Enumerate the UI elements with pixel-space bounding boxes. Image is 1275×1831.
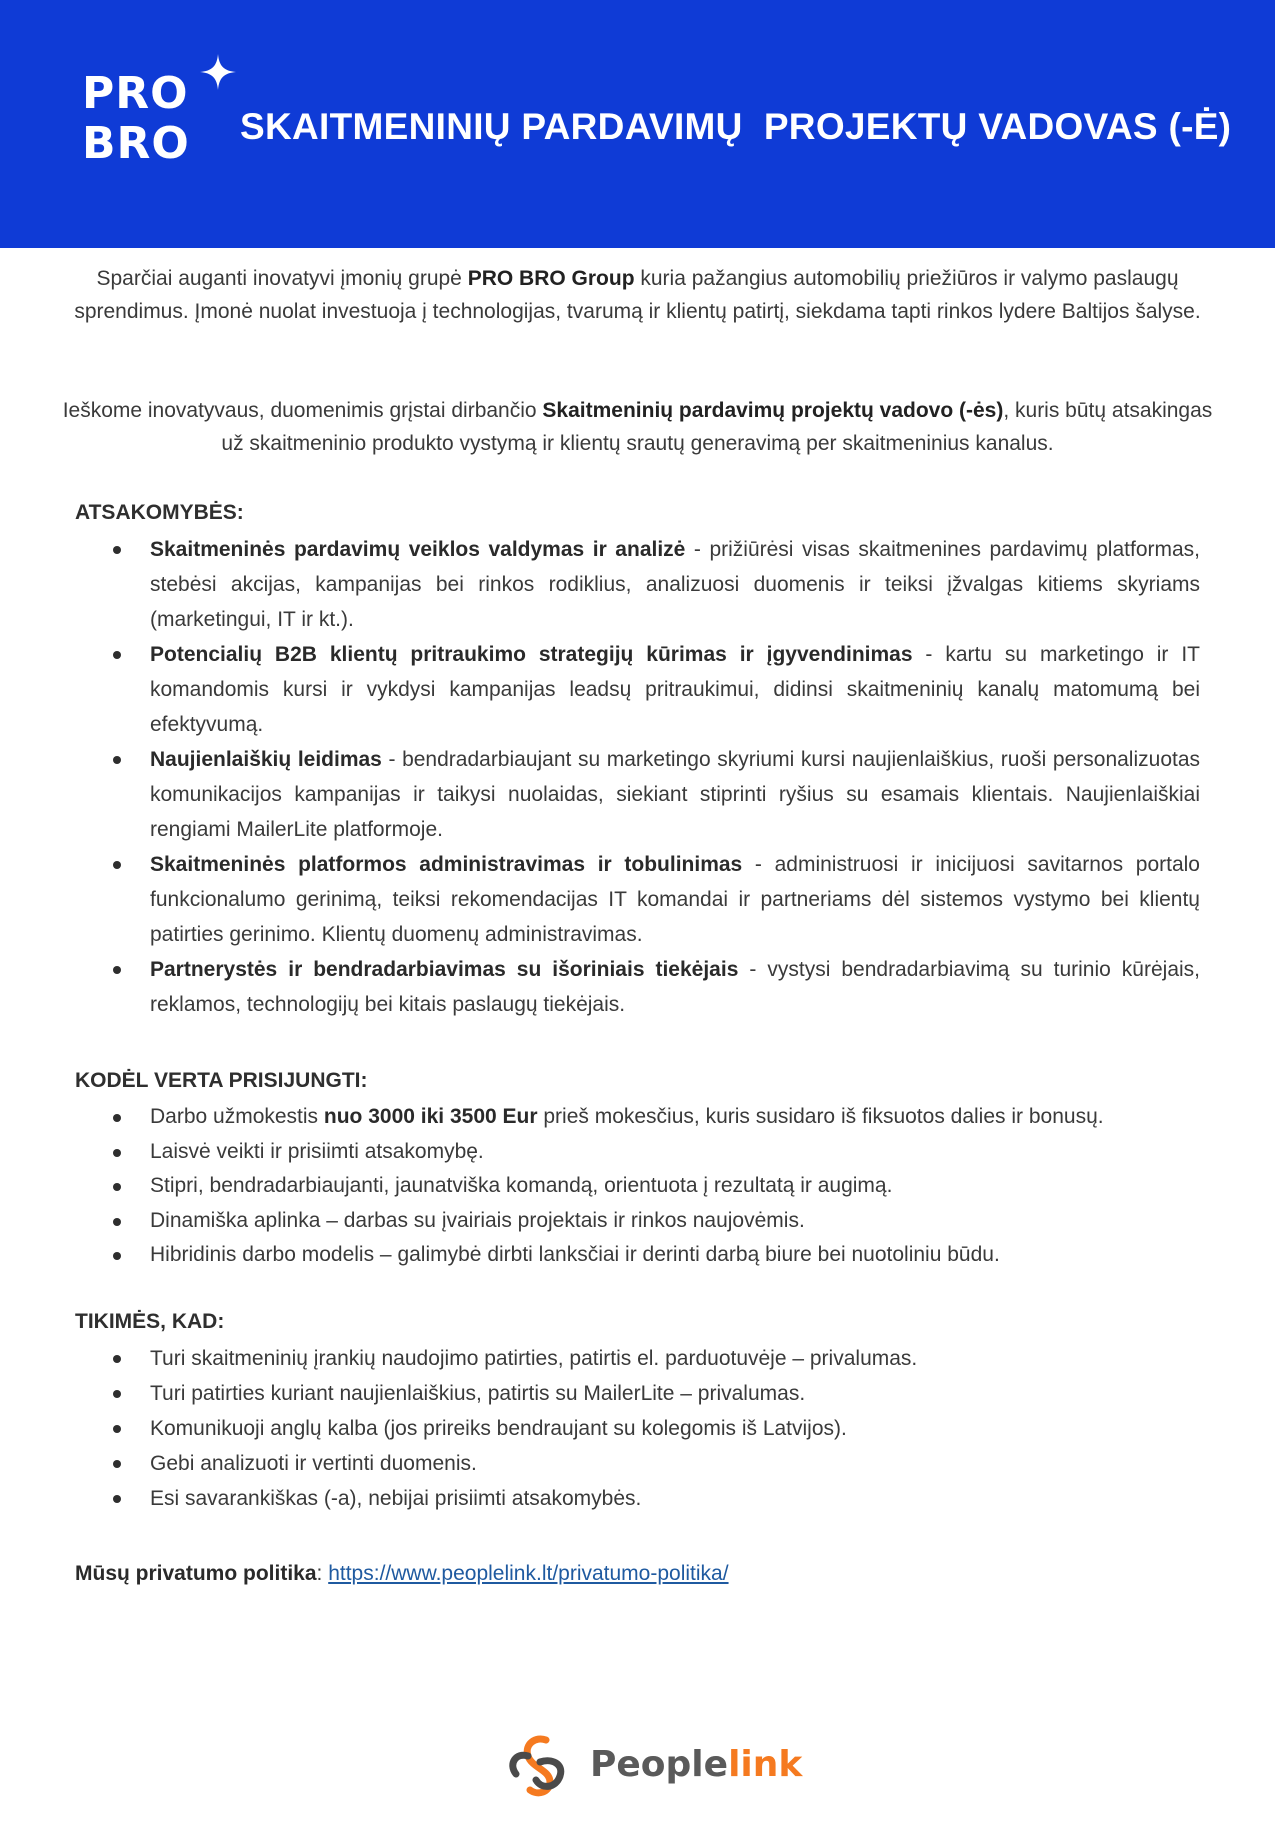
privacy-separator: : — [316, 1562, 329, 1585]
item-title: Potencialių B2B klientų pritraukimo strategijų kūrimas ir įgyvendinimas — [150, 643, 913, 666]
job-title: SKAITMENINIŲ PARDAVIMŲ PROJEKTŲ VADOVAS (-Ė) — [240, 106, 1232, 147]
item-title: Naujienlaiškių leidimas — [150, 748, 382, 771]
intro-paragraph-role — [60, 394, 1215, 460]
wordmark-part: People — [590, 1744, 729, 1785]
intro-text: Sparčiai auganti inovatyvi įmonių grupė — [96, 267, 468, 290]
role-name: Skaitmeninių pardavimų projektų vadovo (-ės) — [542, 399, 1004, 422]
peoplelink-knot-icon — [506, 1734, 572, 1798]
privacy-policy-link[interactable]: https://www.peoplelink.lt/privatumo-politika/ — [328, 1562, 729, 1585]
why-join-section — [75, 1064, 1200, 1273]
item-text: - kartu su marketingo ir IT komandomis kursi ir vykdysi kampanijas leadsų pritraukimui, didinsi skaitmeninių kanalų matomumą bei efektyvumą. — [150, 643, 1200, 736]
privacy-policy — [75, 1557, 729, 1590]
logo-line-pro: PRO — [82, 68, 189, 119]
intro-paragraph-company — [60, 262, 1215, 328]
peoplelink-logo — [506, 1734, 803, 1798]
header-banner — [0, 0, 1275, 248]
item-text: - administruosi ir inicijuosi savitarnos portalo funkcionalumo gerinimą, teiksi rekomendacijas IT komandai ir partneriams dėl sistemos vystymo bei klientų patirties gerinimo. Klientų duomenų administravimas. — [150, 853, 1200, 946]
list-item: Stipri, bendradarbiaujanti, jaunatviška komandą, orientuota į rezultatą ir augimą. — [75, 1169, 1200, 1204]
intro-text: , kuris būtų atsakingas už skaitmeninio produkto vystymą ir klientų srautų generavimą per skaitmeninius kanalus. — [221, 399, 1213, 455]
list-item-salary — [75, 1100, 1200, 1135]
peoplelink-wordmark — [590, 1744, 802, 1785]
item-text: prieš mokesčius, kuris susidaro iš fiksuotos dalies ir bonusų. — [537, 1105, 1104, 1128]
expectations-section — [75, 1305, 1200, 1516]
list-item: Dinamiška aplinka – darbas su įvairiais projektais ir rinkos naujovėmis. — [75, 1204, 1200, 1239]
item-text: - prižiūrėsi visas skaitmenines pardavimų platformas, stebėsi akcijas, kampanijas bei rinkos rodiklius, analizuosi duomenis ir teiksi įžvalgas kitiems skyriams (marketingui, IT ir kt.). — [150, 538, 1200, 631]
list-item: Esi savarankiškas (-a), nebijai prisiimti atsakomybės. — [75, 1481, 1200, 1516]
responsibilities-section — [75, 496, 1200, 1022]
list-item — [75, 742, 1200, 847]
list-item: Gebi analizuoti ir vertinti duomenis. — [75, 1446, 1200, 1481]
expectations-list — [75, 1341, 1200, 1516]
sparkle-icon — [200, 54, 236, 90]
list-item — [75, 637, 1200, 742]
list-item — [75, 532, 1200, 637]
item-title: Skaitmeninės pardavimų veiklos valdymas ir analizė — [150, 538, 686, 561]
list-item: Laisvė veikti ir prisiimti atsakomybę. — [75, 1135, 1200, 1170]
benefits-list — [75, 1100, 1200, 1273]
item-title: Skaitmeninės platformos administravimas ir tobulinimas — [150, 853, 743, 876]
item-text: - bendradarbiaujant su marketingo skyriumi kursi naujienlaiškius, ruoši personalizuotas komunikacijos kampanijas ir taikysi nuolaidas, siekiant stiprinti ryšius su esamais klientais. Naujienlaiškiai rengiami MailerLite platformoje. — [150, 748, 1201, 841]
salary-range: nuo 3000 iki 3500 Eur — [323, 1105, 538, 1128]
list-item: Komunikuoji anglų kalba (jos prireiks bendraujant su kolegomis iš Latvijos). — [75, 1411, 1200, 1446]
section-heading: ATSAKOMYBĖS: — [75, 501, 244, 524]
item-title: Partnerystės ir bendradarbiavimas su išoriniais tiekėjais — [150, 958, 739, 981]
list-item: Turi patirties kuriant naujienlaiškius, patirtis su MailerLite – privalumas. — [75, 1376, 1200, 1411]
privacy-label: Mūsų privatumo politika — [75, 1562, 317, 1585]
wordmark-accent: link — [728, 1744, 803, 1785]
item-text: Darbo užmokestis — [150, 1105, 324, 1128]
intro-text: kuria pažangius automobilių priežiūros ir valymo paslaugų sprendimus. Įmonė nuolat investuoja į technologijas, tvarumą ir klientų patirtį, siekdama tapti rinkos lydere Baltijos šalyse. — [74, 267, 1201, 323]
item-text: - vystysi bendradarbiavimą su turinio kūrėjais, reklamos, technologijų bei kitais paslaugų tiekėjais. — [150, 958, 1200, 1016]
list-item: Turi skaitmeninių įrankių naudojimo patirties, patirtis el. parduotuvėje – privalumas. — [75, 1341, 1200, 1376]
list-item — [75, 847, 1200, 952]
company-name: PRO BRO Group — [467, 267, 635, 290]
logo-line-bro: BRO — [82, 118, 190, 169]
section-heading: KODĖL VERTA PRISIJUNGTI: — [75, 1069, 368, 1092]
list-item: Hibridinis darbo modelis – galimybė dirbti lanksčiai ir derinti darbą biure bei nuotoliniu būdu. — [75, 1238, 1200, 1273]
list-item — [75, 952, 1200, 1022]
responsibilities-list — [75, 532, 1200, 1022]
probro-logo — [82, 70, 232, 180]
section-heading: TIKIMĖS, KAD: — [75, 1310, 225, 1333]
intro-text: Ieškome inovatyvaus, duomenimis grįstai dirbančio — [62, 399, 543, 422]
